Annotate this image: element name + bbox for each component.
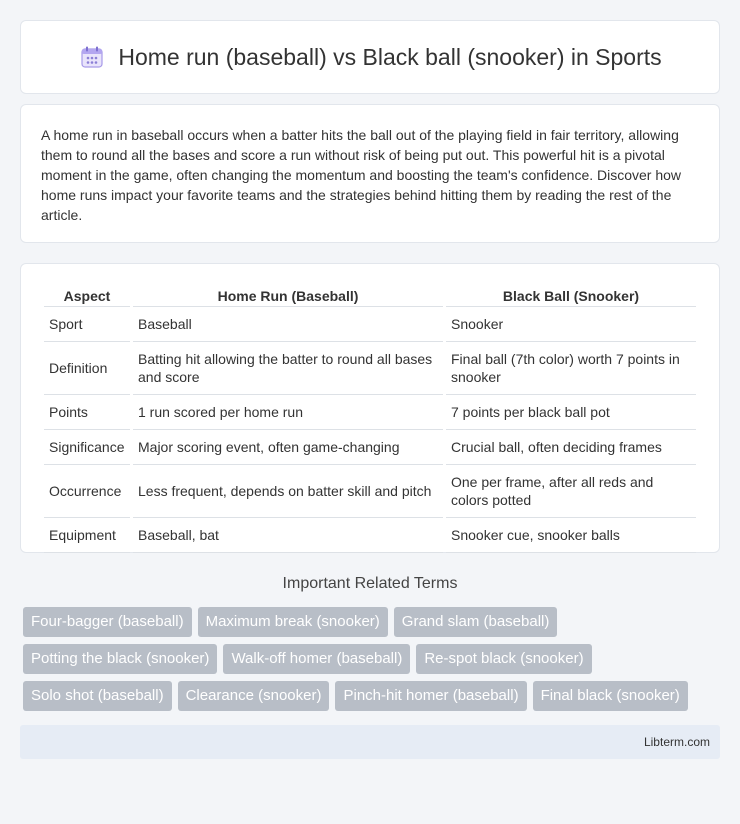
related-term-tag[interactable]: Four-bagger (baseball) bbox=[23, 607, 192, 637]
table-row bbox=[44, 518, 696, 553]
related-term-tag[interactable]: Clearance (snooker) bbox=[178, 681, 330, 711]
table-row bbox=[44, 430, 696, 465]
intro-paragraph: A home run in baseball occurs when a batter hits the ball out of the playing field in fair territory, allowing them to round all the bases and score a run without risk of being put out. This powerful hit is a pivotal moment in the game, often changing the momentum and boosting the team's confidence. Discover how home runs impact your favorite teams and the strategies behind hitting them by reading the rest of the article. bbox=[41, 127, 682, 223]
page-title: Home run (baseball) vs Black ball (snooker) in Sports bbox=[118, 43, 662, 70]
cell-black-ball: Snooker bbox=[446, 307, 696, 342]
table-row bbox=[44, 395, 696, 430]
related-term-tag[interactable]: Pinch-hit homer (baseball) bbox=[335, 681, 526, 711]
cell-aspect: Equipment bbox=[44, 518, 130, 553]
calendar-icon bbox=[78, 43, 106, 71]
related-term-tag[interactable]: Re-spot black (snooker) bbox=[416, 644, 591, 674]
cell-home-run: Major scoring event, often game-changing bbox=[133, 430, 443, 465]
cell-black-ball: Snooker cue, snooker balls bbox=[446, 518, 696, 553]
header-card bbox=[20, 20, 720, 94]
related-term-tag[interactable]: Solo shot (baseball) bbox=[23, 681, 172, 711]
cell-aspect: Points bbox=[44, 395, 130, 430]
related-term-tag[interactable]: Maximum break (snooker) bbox=[198, 607, 388, 637]
related-term-tag[interactable]: Final black (snooker) bbox=[533, 681, 688, 711]
related-terms-heading: Important Related Terms bbox=[282, 575, 458, 592]
related-term-tag[interactable]: Grand slam (baseball) bbox=[394, 607, 558, 637]
related-terms-list bbox=[20, 607, 720, 711]
cell-home-run: Baseball bbox=[133, 307, 443, 342]
cell-home-run: 1 run scored per home run bbox=[133, 395, 443, 430]
comparison-card bbox=[20, 263, 720, 553]
footer bbox=[20, 725, 720, 759]
comparison-table bbox=[41, 284, 699, 553]
table-row bbox=[44, 307, 696, 342]
cell-home-run: Baseball, bat bbox=[133, 518, 443, 553]
header-black-ball: Black Ball (Snooker) bbox=[446, 284, 696, 307]
table-row bbox=[44, 465, 696, 518]
header-aspect: Aspect bbox=[44, 284, 130, 307]
header-home-run: Home Run (Baseball) bbox=[133, 284, 443, 307]
cell-aspect: Sport bbox=[44, 307, 130, 342]
intro-card bbox=[20, 104, 720, 243]
cell-black-ball: One per frame, after all reds and colors potted bbox=[446, 465, 696, 518]
footer-site-link[interactable]: Libterm.com bbox=[643, 735, 710, 749]
cell-black-ball: 7 points per black ball pot bbox=[446, 395, 696, 430]
cell-home-run: Batting hit allowing the batter to round all bases and score bbox=[133, 342, 443, 395]
table-row bbox=[44, 342, 696, 395]
cell-black-ball: Crucial ball, often deciding frames bbox=[446, 430, 696, 465]
related-term-tag[interactable]: Walk-off homer (baseball) bbox=[223, 644, 410, 674]
table-header-row bbox=[44, 284, 696, 307]
cell-aspect: Occurrence bbox=[44, 465, 130, 518]
cell-home-run: Less frequent, depends on batter skill and pitch bbox=[133, 465, 443, 518]
related-term-tag[interactable]: Potting the black (snooker) bbox=[23, 644, 217, 674]
cell-black-ball: Final ball (7th color) worth 7 points in snooker bbox=[446, 342, 696, 395]
cell-aspect: Significance bbox=[44, 430, 130, 465]
cell-aspect: Definition bbox=[44, 342, 130, 395]
